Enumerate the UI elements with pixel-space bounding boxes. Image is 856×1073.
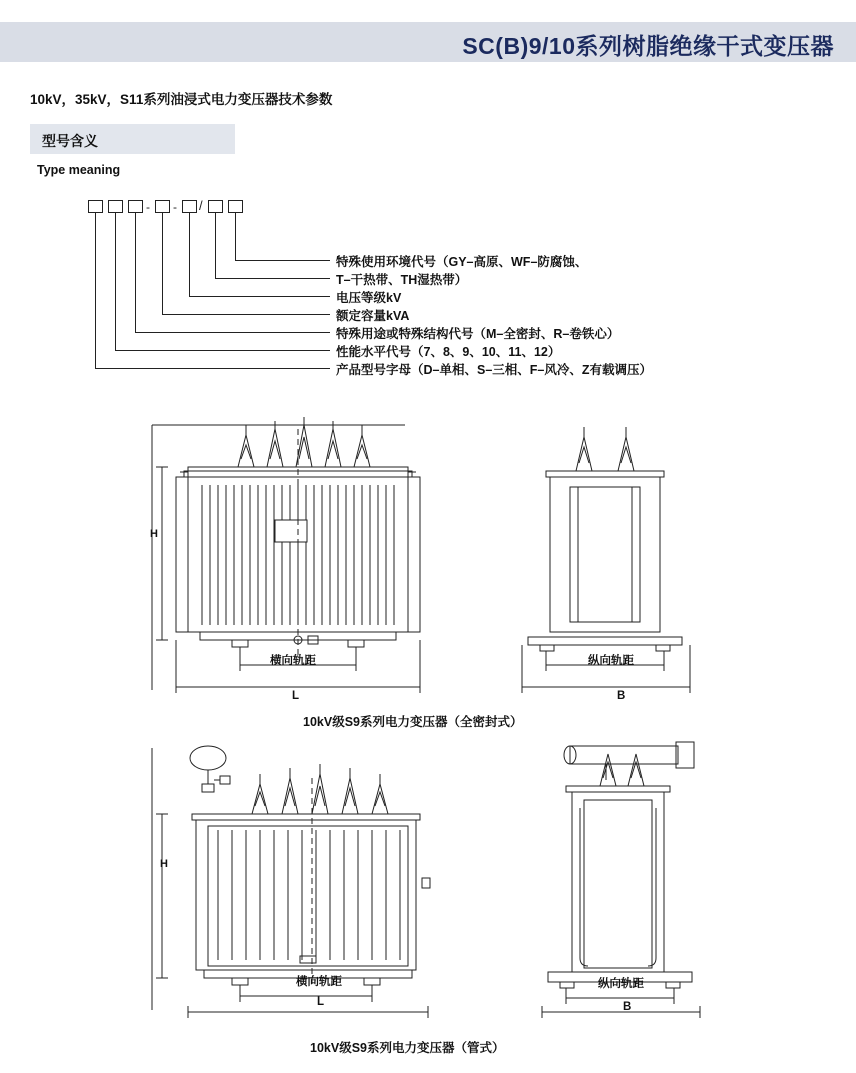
leader-line-v-1 [235,213,236,260]
code-separator-2: - [173,200,177,214]
code-box-2 [108,200,123,213]
figure-2-side-track-label: 纵向轨距 [598,978,644,990]
leader-line-v-6 [115,213,116,350]
leader-line-v-4 [162,213,163,314]
code-box-3 [128,200,143,213]
figure-2-height-label: H [160,858,168,870]
type-legend-2: T–干热带、TH湿热带） [336,273,468,287]
leader-line-h-3 [189,296,330,297]
code-box-1 [88,200,103,213]
code-separator-3: / [199,198,203,213]
code-separator-1: - [146,200,150,214]
figure-2-side-width-label: B [623,1001,632,1013]
type-code-diagram [80,190,780,405]
leader-line-h-4 [162,314,330,315]
figure-1-caption: 10kV级S9系列电力变压器（全密封式） [303,715,523,729]
type-legend-3: 电压等级kV [336,291,402,305]
type-legend-4: 额定容量kVA [336,309,410,323]
figure-1-side-track-label: 纵向轨距 [588,655,634,667]
code-box-4 [155,200,170,213]
figure-2-width-label: L [317,996,325,1008]
leader-line-v-3 [189,213,190,296]
code-box-7 [228,200,243,213]
leader-line-v-2 [215,213,216,278]
section-sub-label: Type meaning [37,163,121,177]
code-box-6 [208,200,223,213]
leader-line-h-7 [95,368,330,369]
page-title: SC(B)9/10系列树脂绝缘干式变压器 [462,33,834,59]
figure-2-caption: 10kV级S9系列电力变压器（管式） [310,1041,505,1055]
type-legend-7: 产品型号字母（D–单相、S–三相、F–风冷、Z有载调压） [336,363,652,377]
type-legend-5: 特殊用途或特殊结构代号（M–全密封、R–卷铁心） [336,327,620,341]
leader-line-h-1 [235,260,330,261]
type-legend-6: 性能水平代号（7、8、9、10、11、12） [336,345,561,359]
leader-line-v-5 [135,213,136,332]
figure-1-track-label: 横向轨距 [270,655,316,667]
figure-1-side-width-label: B [617,690,626,702]
leader-line-h-5 [135,332,330,333]
type-legend-1: 特殊使用环境代号（GY–高原、WF–防腐蚀、 [336,255,588,269]
figure-2-track-label: 横向轨距 [296,976,342,988]
subtitle: 10kV，35kV，S11系列油浸式电力变压器技术参数 [30,92,333,107]
figure-1-width-label: L [292,690,300,702]
leader-line-v-7 [95,213,96,368]
section-heading-label: 型号含义 [42,133,98,149]
code-box-5 [182,200,197,213]
leader-line-h-2 [215,278,330,279]
leader-line-h-6 [115,350,330,351]
figure-1-height-label: H [150,528,158,540]
